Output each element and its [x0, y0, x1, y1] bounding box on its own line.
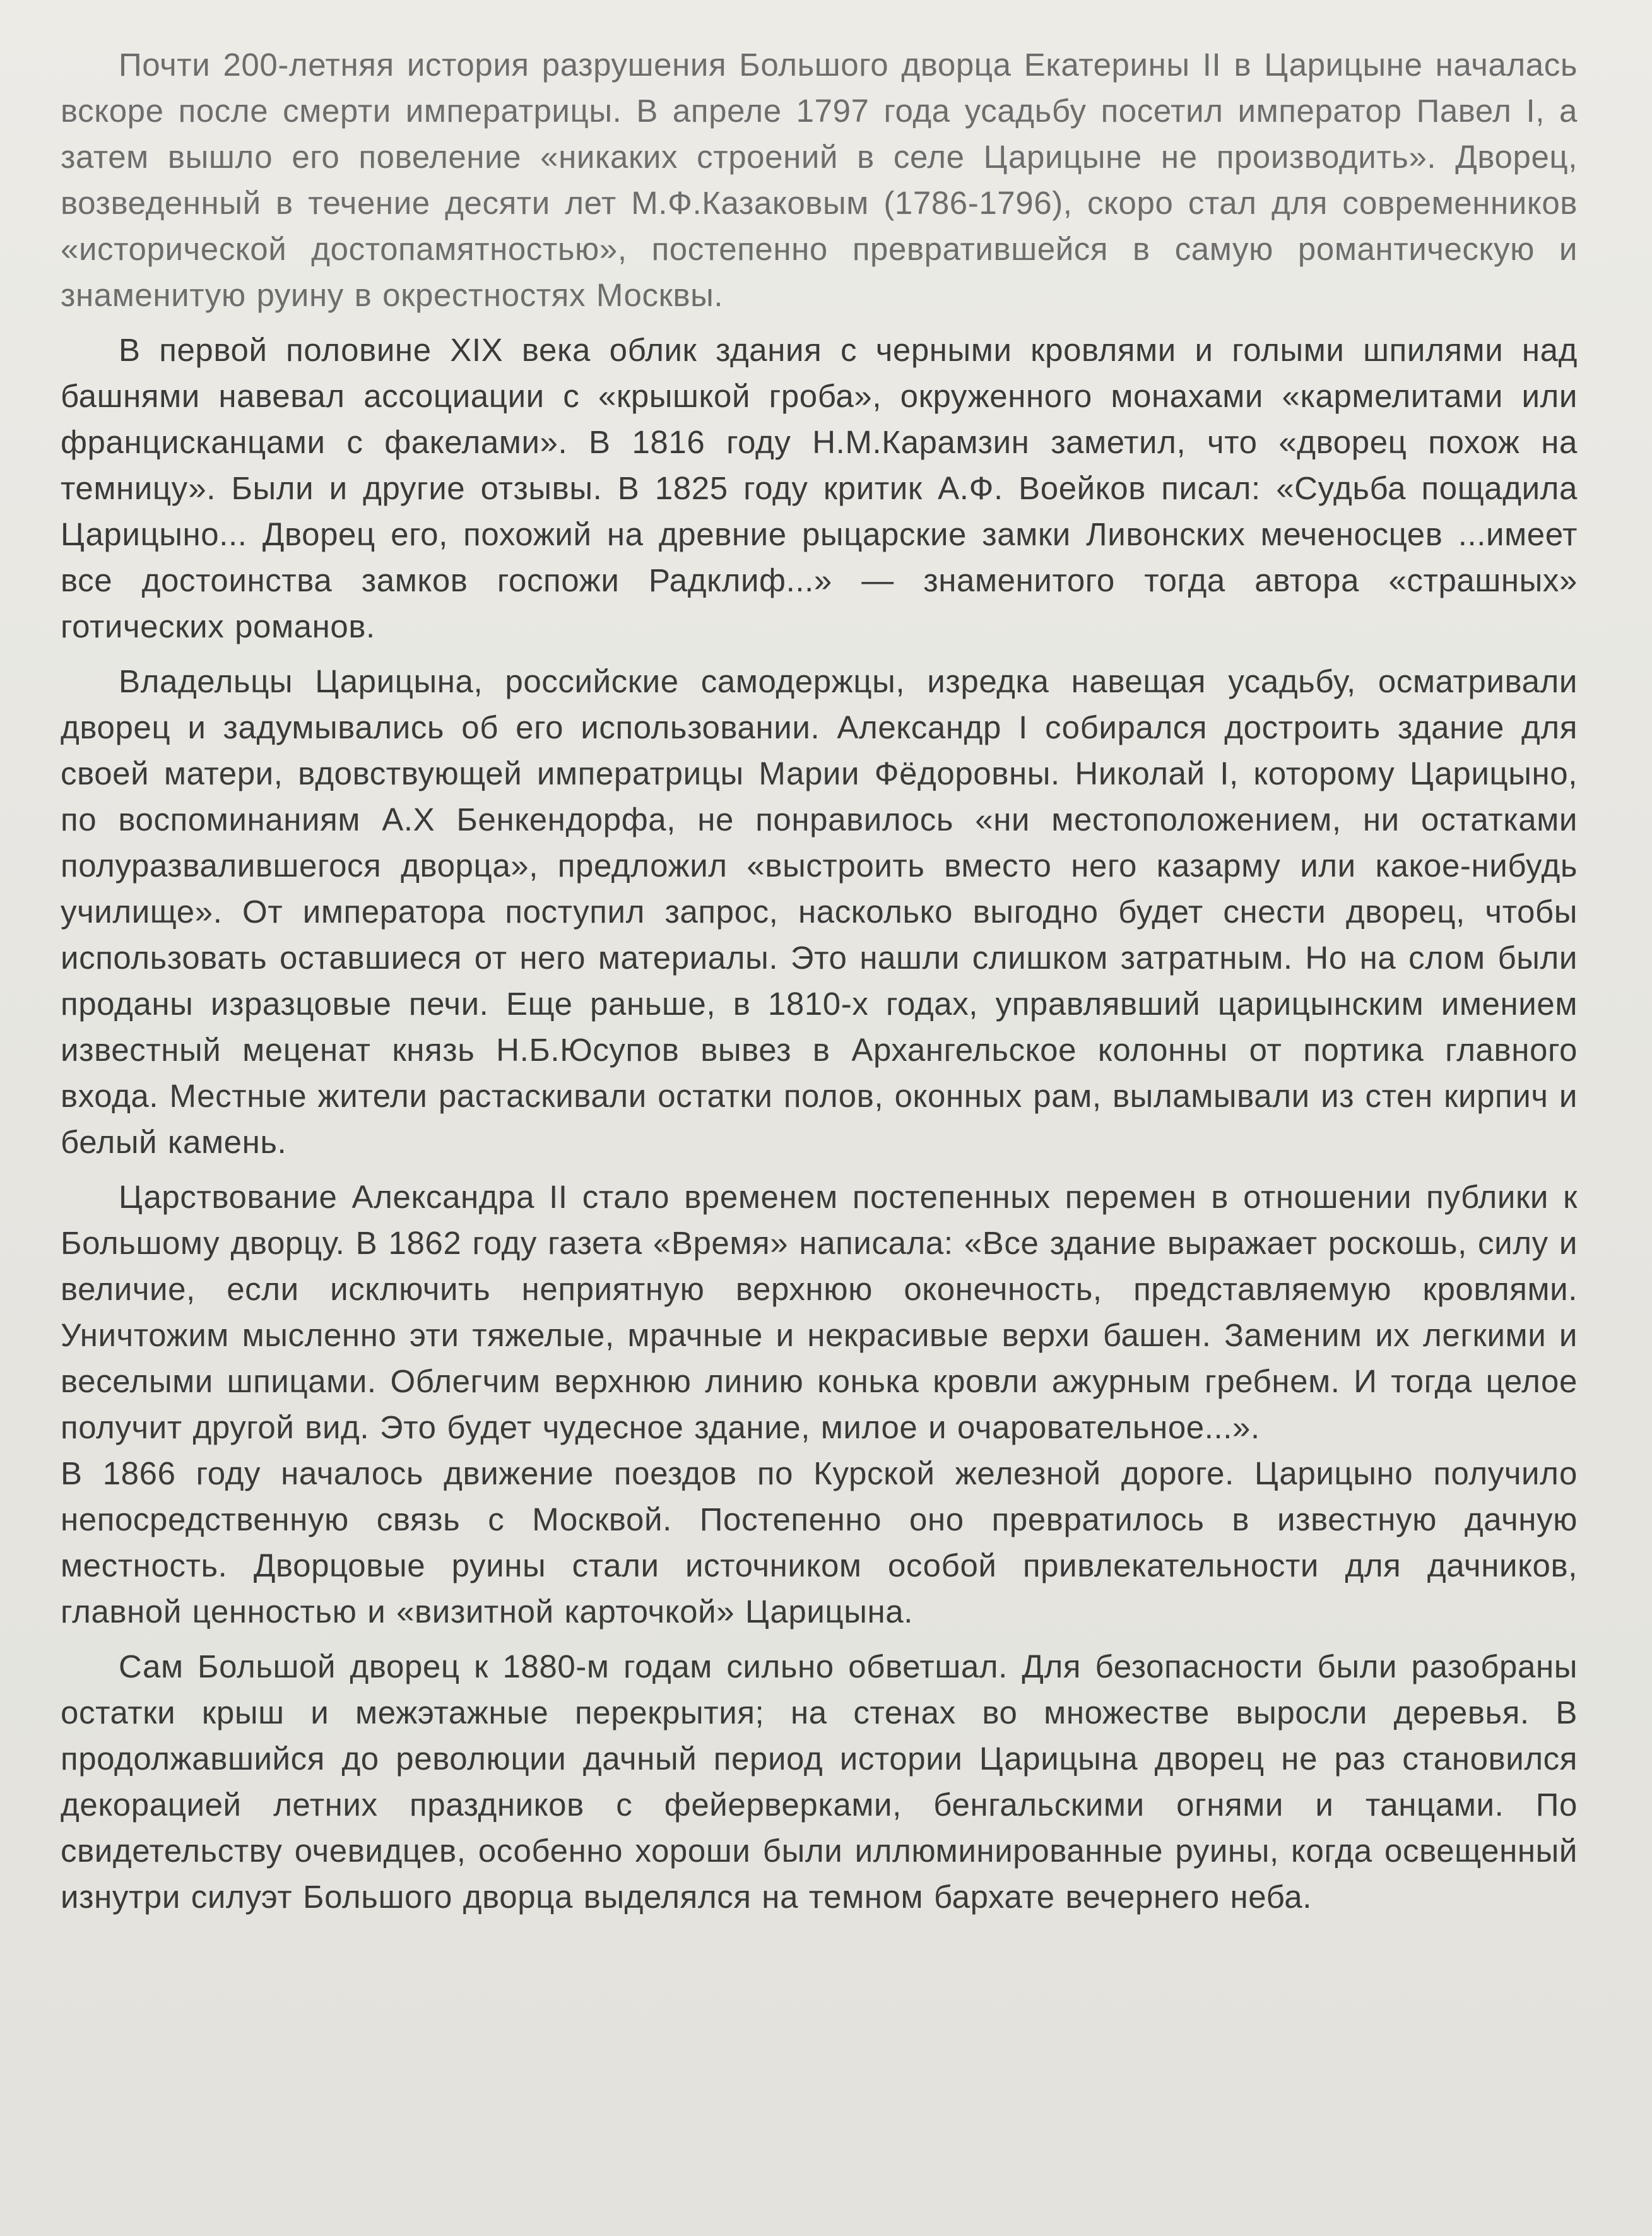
paragraph-5: В 1866 году началось движение поездов по Курской железной дороге. Царицыно получило непосредственную связь с Москвой. Постепенно оно превратилось в известную дачную местность. Дворцовые руины стали источником особой привлекательности для дачников, главной ценностью и «визитной карточкой» Царицына. [61, 1455, 1578, 1630]
paragraph-1: Почти 200-летняя история разрушения Большого дворца Екатерины II в Царицыне началась вскоре после смерти императрицы. В апреле 1797 года усадьбу посетил император Павел I, а затем вышло его повеление «никаких строений в селе Царицыне не производить». Дворец, возведенный в течение десяти лет М.Ф.Казаковым (1786-1796), скоро стал для современников «исторической достопамятностью», постепенно превратившейся в самую романтическую и знаменитую руину в окрестностях Москвы. [61, 47, 1578, 313]
paragraph-2: В первой половине XIX века облик здания с черными кровлями и голыми шпилями над башнями навевал ассоциации с «крышкой гроба», окруженного монахами «кармелитами или францисканцами с факелами». В 1816 году Н.М.Карамзин заметил, что «дворец похож на темницу». Были и другие отзывы. В 1825 году критик А.Ф. Воейков писал: «Судьба пощадила Царицыно... Дворец его, похожий на древние рыцарские замки Ливонских меченосцев ...имеет все достоинства замков госпожи Радклиф...» — знаменитого тогда автора «страшных» готических романов. [61, 332, 1578, 644]
paragraph-6: Сам Большой дворец к 1880-м годам сильно обветшал. Для безопасности были разобраны остатки крыш и межэтажные перекрытия; на стенах во множестве выросли деревья. В продолжавшийся до революции дачный период истории Царицына дворец не раз становился декорацией летних праздников с фейерверками, бенгальскими огнями и танцами. По свидетельству очевидцев, особенно хороши были иллюминированные руины, когда освещенный изнутри силуэт Большого дворца выделялся на темном бархате вечернего неба. [61, 1648, 1578, 1915]
paragraph-3: Владельцы Царицына, российские самодержцы, изредка навещая усадьбу, осматривали дворец и задумывались об его использовании. Александр I собирался достроить здание для своей матери, вдовствующей императрицы Марии Фёдоровны. Николай I, которому Царицыно, по воспоминаниям А.Х Бенкендорфа, не понравилось «ни местоположением, ни остатками полуразвалившегося дворца», предложил «выстроить вместо него казарму или какое-нибудь училище». От императора поступил запрос, насколько выгодно будет снести дворец, чтобы использовать оставшиеся от него материалы. Это нашли слишком затратным. Но на слом были проданы изразцовые печи. Еще раньше, в 1810-х годах, управлявший царицынским имением известный меценат князь Н.Б.Юсупов вывез в Архангельское колонны от портика главного входа. Местные жители растаскивали остатки полов, оконных рам, выламывали из стен кирпич и белый камень. [61, 663, 1578, 1160]
paragraph-4: Царствование Александра II стало временем постепенных перемен в отношении публики к Большому дворцу. В 1862 году газета «Время» написала: «Все здание выражает роскошь, силу и величие, если исключить неприятную верхнюю оконечность, представляемую кровлями. Уничтожим мысленно эти тяжелые, мрачные и некрасивые верхи башен. Заменим их легкими и веселыми шпицами. Облегчим верхнюю линию конька кровли ажурным гребнем. И тогда целое получит другой вид. Это будет чудесное здание, милое и очаровательное...». [61, 1179, 1578, 1445]
